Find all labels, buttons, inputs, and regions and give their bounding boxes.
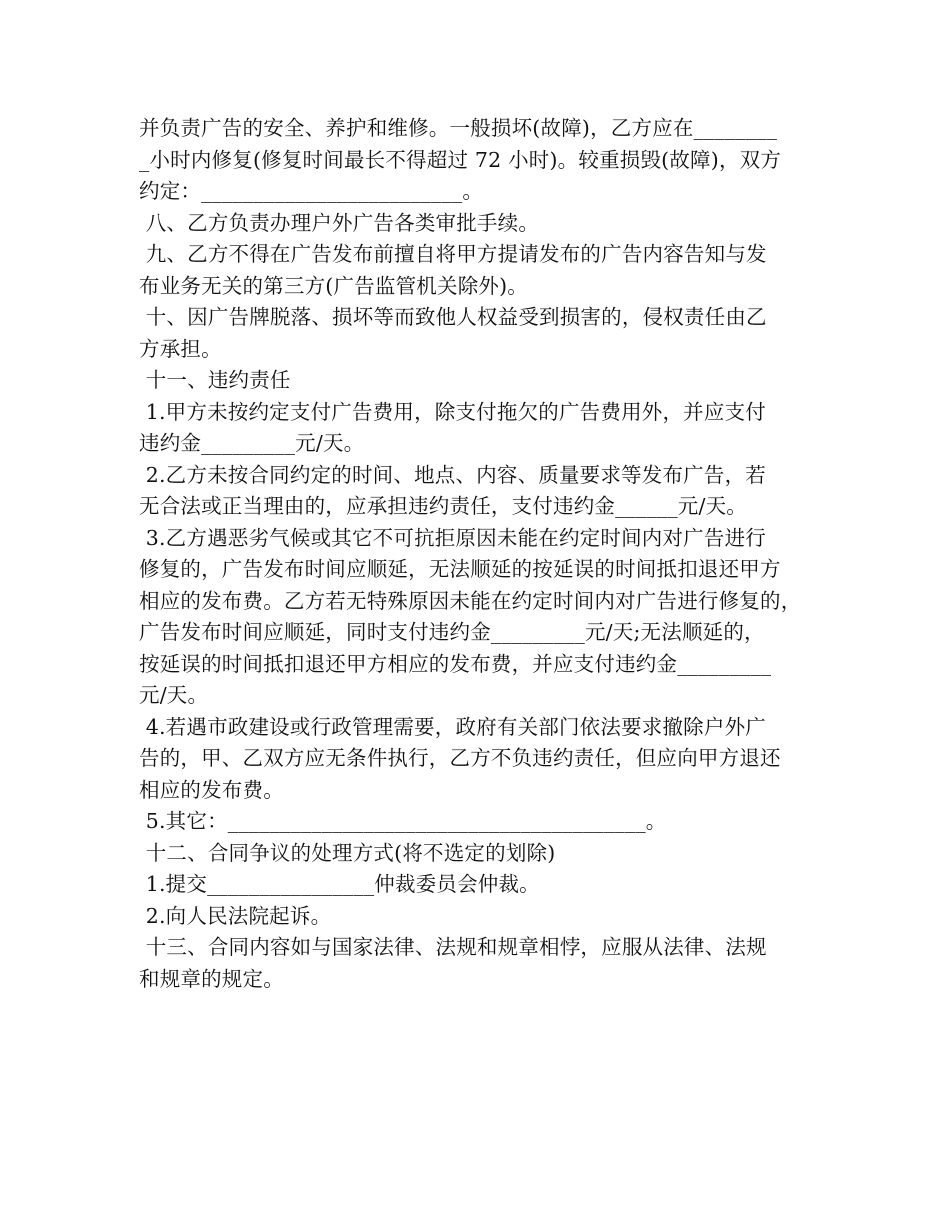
text-line: 布业务无关的第三方(广告监管机关除外)。 [139, 273, 528, 298]
text-line: 无合法或正当理由的，应承担违约责任，支付违约金______元/天。 [139, 494, 748, 518]
text-line: 约定：_________________________。 [139, 179, 484, 203]
clause-11-2: 2.乙方未按合同约定的时间、地点、内容、质量要求等发布广告，若 [139, 462, 766, 487]
text-line: 告的，甲、乙双方应无条件执行，乙方不负违约责任，但应向甲方退还 [139, 746, 781, 770]
section-heading-11: 十一、违约责任 [139, 368, 291, 392]
text-line: 元/天。 [139, 683, 209, 707]
text-line: 相应的发布费。乙方若无特殊原因未能在约定时间内对广告进行修复的， [139, 588, 802, 613]
document-body [139, 113, 819, 995]
clause-8: 八、乙方负责办理户外广告各类审批手续。 [139, 210, 540, 235]
text-line: 和规章的规定。 [139, 966, 284, 991]
clause-11-5: 5.其它：________________________________________。 [139, 809, 667, 833]
text-line: 广告发布时间应顺延，同时支付违约金_________元/天;无法顺延的， [139, 620, 765, 644]
text-line: 修复的，广告发布时间应顺延，无法顺延的按延误的时间抵扣退还甲方 [139, 557, 781, 581]
section-heading-12: 十二、合同争议的处理方式(将不选定的划除) [139, 840, 556, 865]
text-line: _小时内修复(修复时间最长不得超过 72 小时)。较重损毁(故障)，双方 [139, 147, 782, 172]
clause-11-3: 3.乙方遇恶劣气候或其它不可抗拒原因未能在约定时间内对广告进行 [139, 525, 766, 550]
clause-12-2: 2.向人民法院起诉。 [139, 903, 332, 928]
text-line: 违约金_________元/天。 [139, 431, 365, 455]
clause-9: 九、乙方不得在广告发布前擅自将甲方提请发布的广告内容告知与发 [139, 242, 767, 266]
text-line: 并负责广告的安全、养护和维修。一般损坏(故障)，乙方应在________ [139, 116, 778, 140]
text-line: 按延误的时间抵扣退还甲方相应的发布费，并应支付违约金_________ [139, 651, 772, 676]
clause-11-1: 1.甲方未按约定支付广告费用，除支付拖欠的广告费用外，并应支付 [139, 399, 766, 424]
clause-13: 十三、合同内容如与国家法律、法规和规章相悖，应服从法律、法规 [139, 935, 767, 959]
text-line: 相应的发布费。 [139, 777, 284, 802]
clause-10: 十、因广告牌脱落、损坏等而致他人权益受到损害的，侵权责任由乙 [139, 305, 767, 329]
text-line: 方承担。 [139, 336, 222, 361]
clause-12-1: 1.提交________________仲裁委员会仲裁。 [139, 872, 540, 896]
clause-11-4: 4.若遇市政建设或行政管理需要，政府有关部门依法要求撤除户外广 [139, 714, 766, 739]
